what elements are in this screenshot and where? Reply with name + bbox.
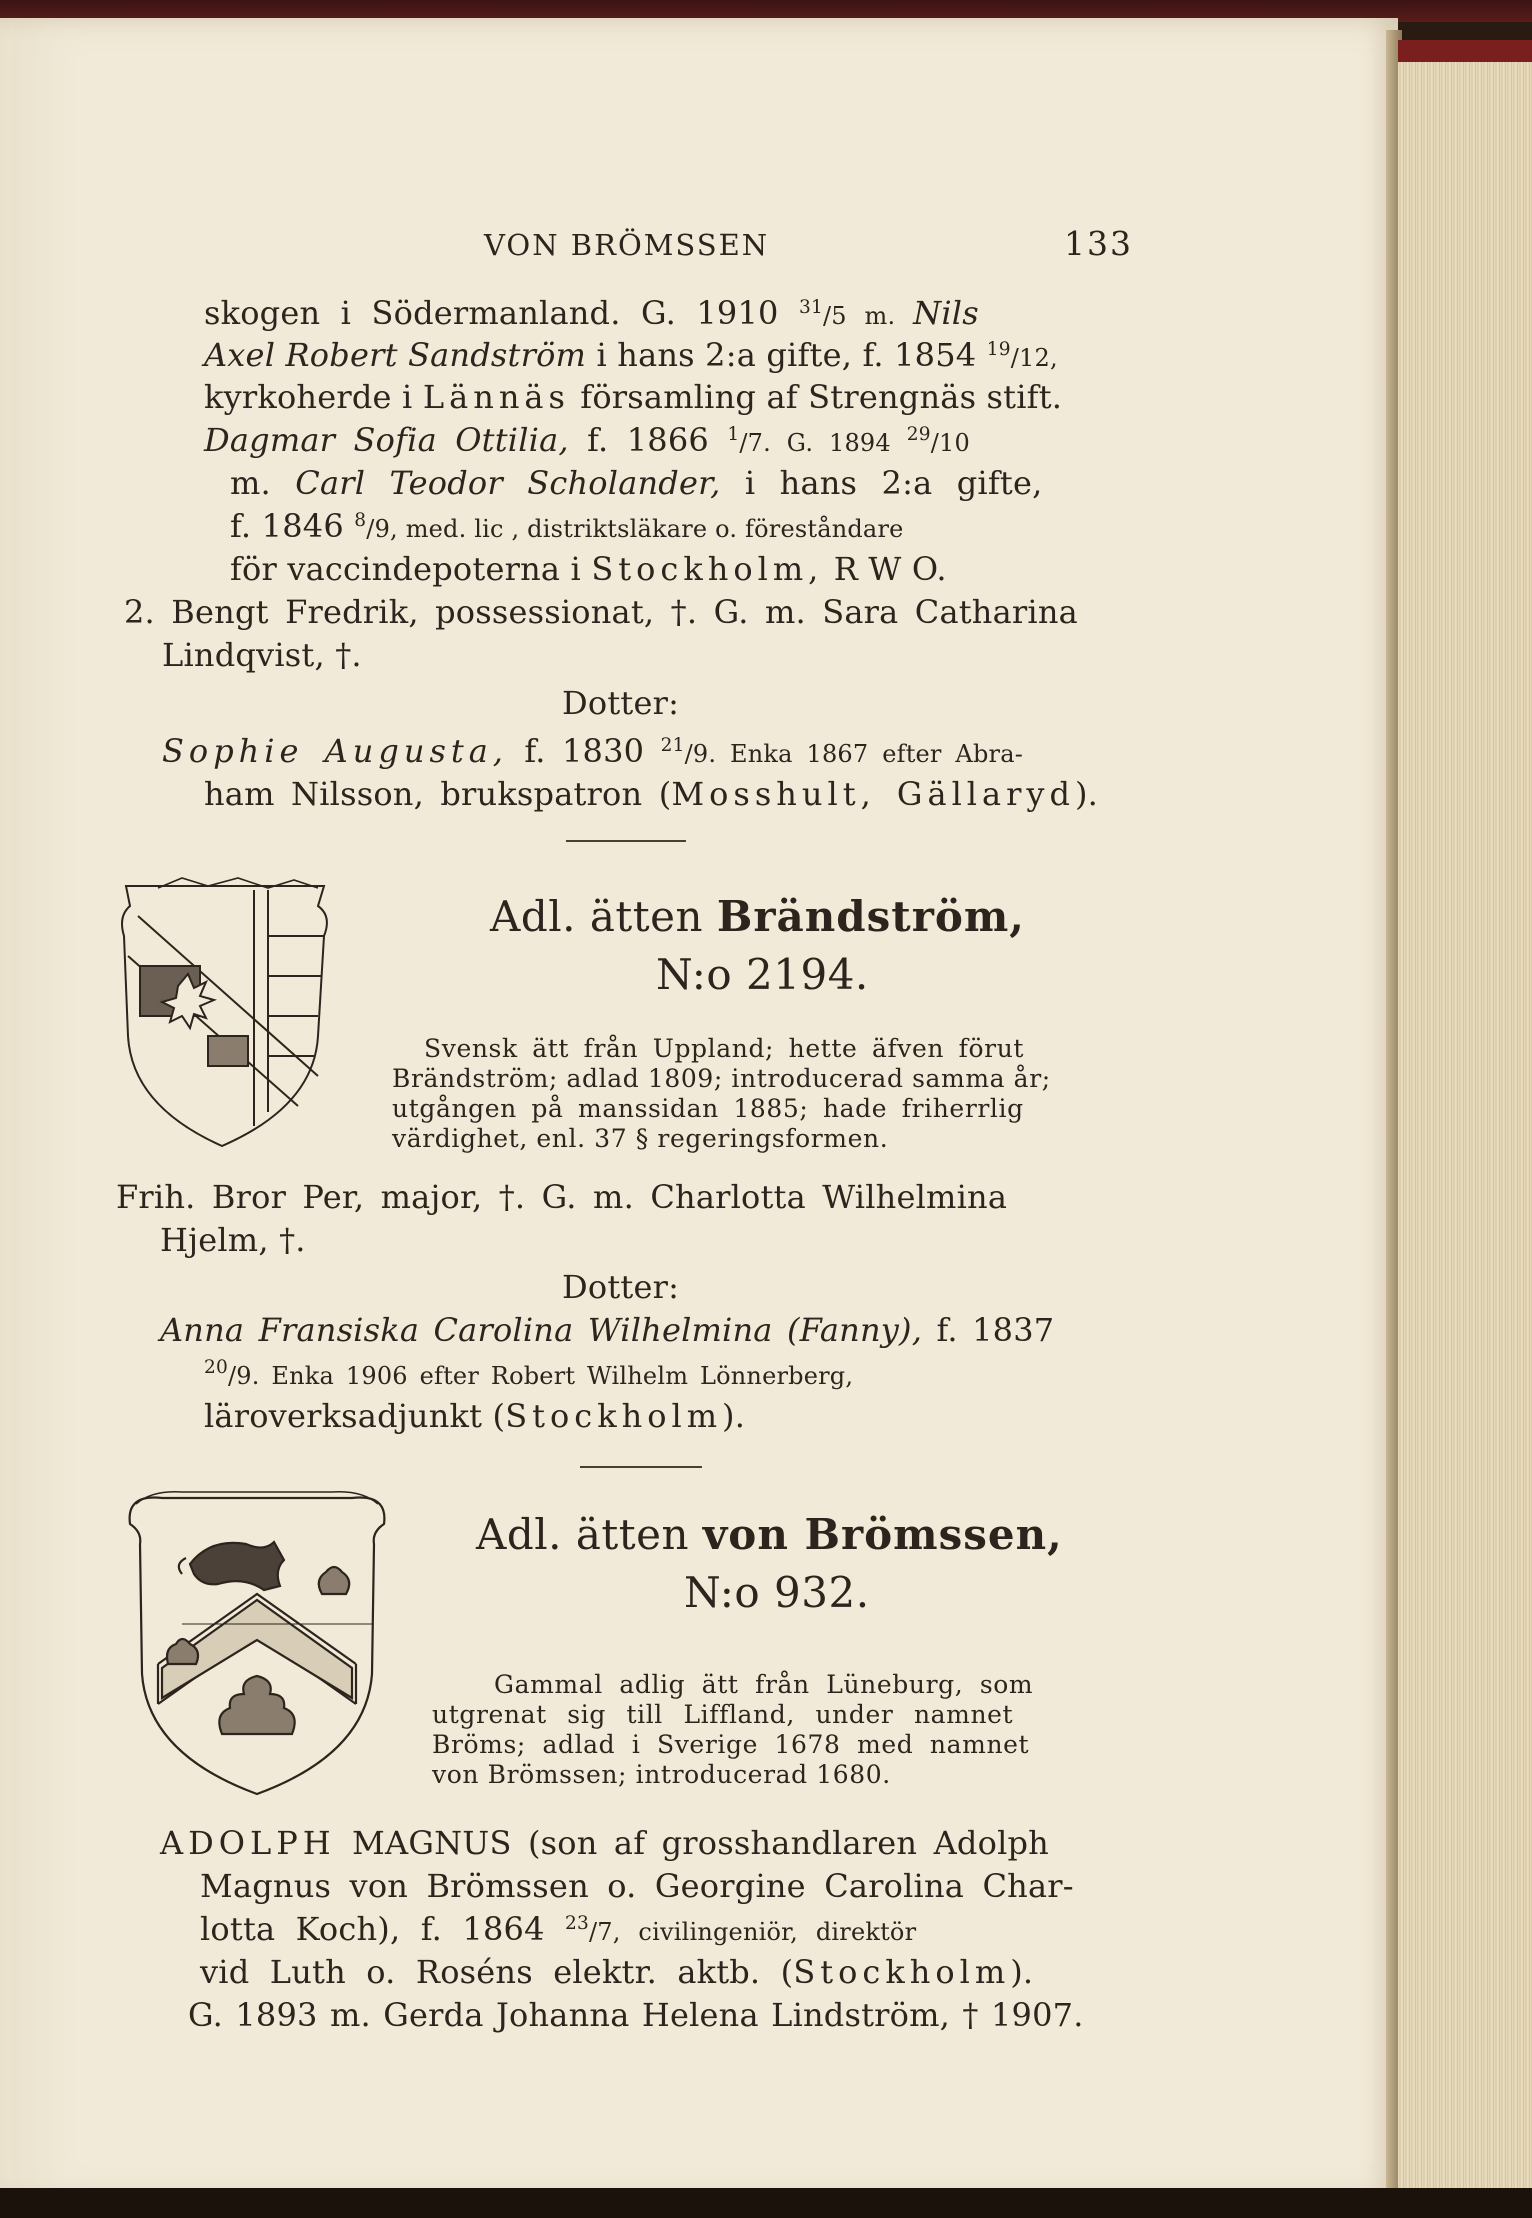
subheading-dotter: Dotter: bbox=[562, 1268, 680, 1306]
text-line: vid Luth o. Roséns elektr. aktb. (Stockholm). bbox=[200, 1953, 1034, 1991]
subheading-dotter: Dotter: bbox=[562, 684, 680, 722]
family-description: Gammal adlig ätt från Lüneburg, som bbox=[494, 1670, 1034, 1699]
brandstrom-coat-of-arms bbox=[118, 876, 332, 1156]
family-description: utgrenat sig till Liffland, under namnet bbox=[432, 1700, 1014, 1729]
running-header: VON BRÖMSSEN bbox=[484, 228, 770, 262]
text-line: Lindqvist, †. bbox=[162, 636, 362, 674]
text-line: Frih. Bror Per, major, †. G. m. Charlotta Wilhelmina bbox=[116, 1178, 1008, 1216]
text-line: lotta Koch), f. 1864 $^{23}$/7, civilingeniör, direktör bbox=[200, 1910, 917, 1948]
family-number: N:o 2194. bbox=[656, 950, 869, 999]
text-line: ham Nilsson, brukspatron (Mosshult, Gällaryd). bbox=[204, 775, 1099, 813]
page-number: 133 bbox=[1064, 224, 1133, 263]
von-bromssen-coat-of-arms bbox=[122, 1484, 392, 1804]
text-line: Hjelm, †. bbox=[160, 1221, 306, 1259]
family-description: värdighet, enl. 37 § regeringsformen. bbox=[392, 1124, 889, 1153]
text-line: Axel Robert Sandström i hans 2:a gifte, f. 1854 $^{19}$/12, bbox=[204, 336, 1058, 374]
text-line: kyrkoherde i Lännäs församling af Strengnäs stift. bbox=[204, 378, 1063, 416]
family-number: N:o 932. bbox=[684, 1568, 870, 1617]
text-line: m. Carl Teodor Scholander, i hans 2:a gifte, bbox=[230, 464, 1043, 502]
text-line: Sophie Augusta, f. 1830 $^{21}$/9. Enka 1867 efter Abra- bbox=[162, 732, 1024, 770]
text-line: läroverksadjunkt (Stockholm). bbox=[204, 1397, 746, 1435]
text-line: $^{20}$/9. Enka 1906 efter Robert Wilhelm Lönnerberg, bbox=[204, 1356, 854, 1390]
book-page-edges bbox=[1398, 40, 1532, 2200]
text-line: för vaccindepoterna i Stockholm, R W O. bbox=[230, 550, 947, 588]
text-line: skogen i Södermanland. G. 1910 $^{31}$/5 m. Nils bbox=[204, 294, 979, 332]
book-page bbox=[0, 18, 1398, 2200]
heading-brandstrom: Adl. ätten Brändström, bbox=[490, 892, 1025, 941]
family-description: Brändström; adlad 1809; introducerad samma år; bbox=[392, 1064, 1051, 1093]
family-description: utgången på manssidan 1885; hade friherrlig bbox=[392, 1094, 1024, 1123]
text-line: 2. Bengt Fredrik, possessionat, †. G. m. Sara Catharina bbox=[124, 593, 1078, 631]
divider bbox=[566, 840, 686, 842]
text-line: f. 1846 $^8$/9, med. lic , distriktsläkare o. föreståndare bbox=[230, 507, 904, 545]
text-line: Dagmar Sofia Ottilia, f. 1866 $^1$/7. G. 1894 $^{29}$/10 bbox=[204, 421, 970, 459]
text-line: G. 1893 m. Gerda Johanna Helena Lindström, † 1907. bbox=[188, 1996, 1084, 2034]
family-description: von Brömssen; introducerad 1680. bbox=[432, 1760, 891, 1789]
family-description: Bröms; adlad i Sverige 1678 med namnet bbox=[432, 1730, 1030, 1759]
heading-von-bromssen: Adl. ätten von Brömssen, bbox=[476, 1510, 1063, 1559]
text-line: Anna Fransiska Carolina Wilhelmina (Fanny), f. 1837 bbox=[160, 1311, 1055, 1349]
text-line: Magnus von Brömssen o. Georgine Carolina Char- bbox=[200, 1867, 1074, 1905]
family-description: Svensk ätt från Uppland; hette äfven förut bbox=[424, 1034, 1025, 1063]
book-bottom-edge bbox=[0, 2188, 1532, 2218]
divider bbox=[580, 1466, 702, 1468]
text-line: ADOLPH MAGNUS (son af grosshandlaren Adolph bbox=[160, 1824, 1049, 1862]
